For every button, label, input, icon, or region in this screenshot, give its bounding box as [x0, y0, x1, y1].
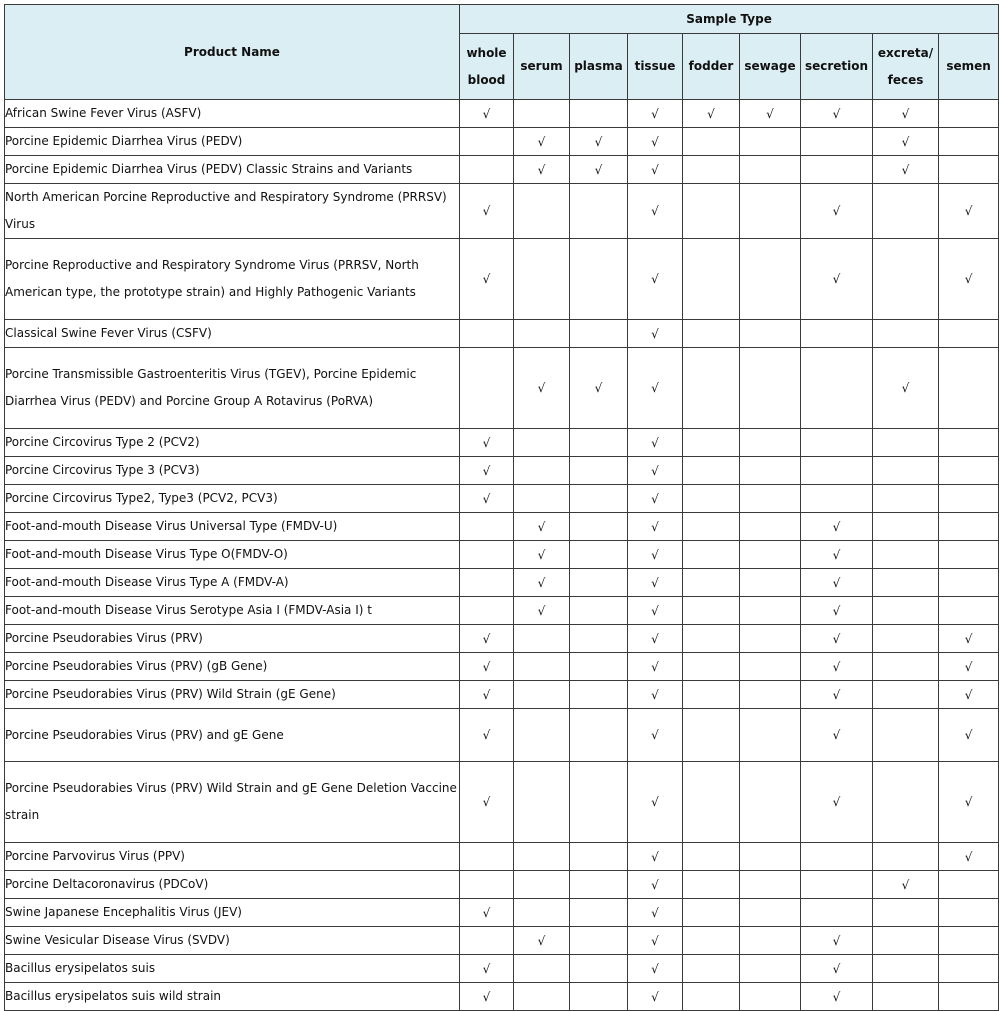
sample-type-cell — [683, 983, 740, 1011]
table-row — [5, 899, 999, 927]
sample-type-cell — [873, 184, 939, 239]
sample-type-cell: √ — [801, 625, 873, 653]
sample-type-cell — [683, 899, 740, 927]
sample-type-cell: √ — [628, 927, 683, 955]
sample-type-cell: √ — [460, 762, 514, 843]
column-header-excreta-feces: excreta/ feces — [873, 34, 939, 100]
table-row — [5, 320, 999, 348]
sample-type-cell: √ — [683, 100, 740, 128]
sample-type-cell — [801, 899, 873, 927]
sample-type-cell — [801, 348, 873, 429]
sample-type-cell — [873, 429, 939, 457]
sample-type-cell — [570, 513, 628, 541]
sample-type-cell — [740, 709, 801, 762]
sample-type-cell: √ — [628, 899, 683, 927]
table-row — [5, 625, 999, 653]
product-name-cell: Porcine Epidemic Diarrhea Virus (PEDV) Classic Strains and Variants — [5, 156, 460, 184]
sample-type-cell — [460, 513, 514, 541]
column-header-semen: semen — [939, 34, 999, 100]
sample-type-cell: √ — [740, 100, 801, 128]
sample-type-cell — [460, 541, 514, 569]
sample-type-cell — [939, 485, 999, 513]
sample-type-cell: √ — [628, 762, 683, 843]
sample-type-cell: √ — [801, 762, 873, 843]
sample-type-cell: √ — [873, 348, 939, 429]
sample-type-cell — [939, 100, 999, 128]
sample-type-cell: √ — [460, 100, 514, 128]
sample-type-cell — [873, 843, 939, 871]
sample-type-cell — [683, 457, 740, 485]
table-row — [5, 762, 999, 843]
sample-type-cell — [801, 485, 873, 513]
sample-type-cell — [873, 597, 939, 625]
sample-type-cell — [801, 457, 873, 485]
sample-type-cell — [740, 681, 801, 709]
sample-type-cell: √ — [939, 681, 999, 709]
sample-type-cell — [570, 457, 628, 485]
table-body — [5, 100, 999, 1011]
sample-type-cell — [514, 320, 570, 348]
product-name-cell: Porcine Pseudorabies Virus (PRV) and gE Gene — [5, 709, 460, 762]
sample-type-cell — [939, 513, 999, 541]
sample-type-cell: √ — [628, 569, 683, 597]
sample-type-cell: √ — [801, 983, 873, 1011]
sample-type-cell — [939, 955, 999, 983]
table-row — [5, 843, 999, 871]
sample-type-cell: √ — [628, 513, 683, 541]
sample-type-cell — [460, 156, 514, 184]
sample-type-cell: √ — [460, 239, 514, 320]
sample-type-cell — [740, 983, 801, 1011]
table-row — [5, 156, 999, 184]
sample-type-cell — [514, 762, 570, 843]
sample-type-cell: √ — [514, 927, 570, 955]
sample-type-cell — [570, 625, 628, 653]
sample-type-cell — [683, 429, 740, 457]
sample-type-cell — [683, 927, 740, 955]
sample-type-cell: √ — [873, 128, 939, 156]
sample-type-cell — [740, 128, 801, 156]
sample-type-cell — [570, 927, 628, 955]
sample-type-cell — [570, 899, 628, 927]
sample-type-cell — [740, 184, 801, 239]
sample-type-cell — [801, 871, 873, 899]
sample-type-cell: √ — [628, 485, 683, 513]
sample-type-cell — [801, 156, 873, 184]
product-name-cell: Porcine Deltacoronavirus (PDCoV) — [5, 871, 460, 899]
product-name-cell: Classical Swine Fever Virus (CSFV) — [5, 320, 460, 348]
sample-type-cell — [873, 653, 939, 681]
sample-type-cell — [683, 681, 740, 709]
product-name-cell: North American Porcine Reproductive and Respiratory Syndrome (PRRSV) Virus — [5, 184, 460, 239]
sample-type-cell — [939, 569, 999, 597]
sample-type-cell — [570, 653, 628, 681]
sample-type-cell — [514, 100, 570, 128]
product-name-cell: Bacillus erysipelatos suis — [5, 955, 460, 983]
sample-type-cell — [801, 429, 873, 457]
product-name-cell: Foot-and-mouth Disease Virus Type O(FMDV-O) — [5, 541, 460, 569]
table-row — [5, 513, 999, 541]
sample-type-cell: √ — [939, 184, 999, 239]
sample-type-cell: √ — [939, 843, 999, 871]
sample-type-cell — [740, 429, 801, 457]
sample-type-cell — [570, 485, 628, 513]
sample-type-cell — [683, 762, 740, 843]
sample-type-cell — [939, 320, 999, 348]
table-row — [5, 128, 999, 156]
sample-type-cell: √ — [628, 625, 683, 653]
sample-type-cell: √ — [939, 239, 999, 320]
sample-type-cell: √ — [628, 541, 683, 569]
sample-type-cell — [740, 899, 801, 927]
sample-type-cell — [683, 184, 740, 239]
sample-type-cell — [570, 597, 628, 625]
sample-type-cell — [683, 955, 740, 983]
sample-type-cell: √ — [628, 843, 683, 871]
sample-type-cell — [570, 239, 628, 320]
sample-type-cell: √ — [801, 681, 873, 709]
sample-type-cell — [740, 541, 801, 569]
sample-type-cell — [514, 239, 570, 320]
sample-type-cell — [514, 871, 570, 899]
sample-type-cell: √ — [460, 485, 514, 513]
sample-type-cell: √ — [460, 709, 514, 762]
sample-type-cell — [460, 348, 514, 429]
sample-type-cell — [514, 625, 570, 653]
sample-type-cell: √ — [801, 239, 873, 320]
product-name-cell: Porcine Pseudorabies Virus (PRV) — [5, 625, 460, 653]
sample-type-cell — [873, 320, 939, 348]
product-name-cell: Porcine Circovirus Type 2 (PCV2) — [5, 429, 460, 457]
product-name-cell: Bacillus erysipelatos suis wild strain — [5, 983, 460, 1011]
sample-type-cell — [514, 955, 570, 983]
sample-type-cell — [939, 899, 999, 927]
product-name-header: Product Name — [5, 5, 460, 100]
sample-type-cell — [873, 899, 939, 927]
product-name-cell: Foot-and-mouth Disease Virus Type A (FMDV-A) — [5, 569, 460, 597]
sample-type-cell — [740, 348, 801, 429]
product-name-cell: Foot-and-mouth Disease Virus Universal Type (FMDV-U) — [5, 513, 460, 541]
product-name-cell: Porcine Circovirus Type 3 (PCV3) — [5, 457, 460, 485]
sample-type-cell — [939, 156, 999, 184]
sample-type-cell — [514, 843, 570, 871]
sample-type-cell: √ — [514, 348, 570, 429]
column-header-tissue: tissue — [628, 34, 683, 100]
sample-type-cell — [873, 927, 939, 955]
sample-type-cell — [873, 485, 939, 513]
product-name-cell: Porcine Parvovirus Virus (PPV) — [5, 843, 460, 871]
sample-type-cell: √ — [514, 597, 570, 625]
sample-type-cell: √ — [628, 239, 683, 320]
sample-type-cell: √ — [939, 709, 999, 762]
table-row — [5, 541, 999, 569]
sample-type-cell — [740, 955, 801, 983]
sample-type-cell: √ — [514, 513, 570, 541]
table-row — [5, 681, 999, 709]
sample-type-cell — [740, 625, 801, 653]
product-name-cell: Porcine Epidemic Diarrhea Virus (PEDV) — [5, 128, 460, 156]
sample-type-cell — [683, 653, 740, 681]
table-row — [5, 983, 999, 1011]
sample-type-cell — [514, 899, 570, 927]
sample-type-cell — [939, 927, 999, 955]
table-row — [5, 239, 999, 320]
product-name-cell: Porcine Transmissible Gastroenteritis Virus (TGEV), Porcine Epidemic Diarrhea Virus (PEDV) and Porcine Group A Rotavirus (PoRVA) — [5, 348, 460, 429]
sample-type-cell — [570, 429, 628, 457]
sample-type-cell — [683, 128, 740, 156]
table-row — [5, 569, 999, 597]
sample-type-cell — [683, 597, 740, 625]
sample-type-cell: √ — [801, 513, 873, 541]
sample-type-cell: √ — [514, 569, 570, 597]
sample-type-cell — [460, 320, 514, 348]
sample-type-cell — [460, 128, 514, 156]
column-header-secretion: secretion — [801, 34, 873, 100]
sample-type-cell — [939, 429, 999, 457]
sample-type-cell — [683, 871, 740, 899]
sample-type-cell — [460, 597, 514, 625]
column-header-serum: serum — [514, 34, 570, 100]
sample-type-cell — [740, 597, 801, 625]
sample-type-cell — [939, 348, 999, 429]
sample-type-cell — [683, 156, 740, 184]
sample-type-cell — [873, 983, 939, 1011]
sample-type-cell — [570, 681, 628, 709]
sample-type-cell — [683, 513, 740, 541]
sample-type-cell: √ — [873, 156, 939, 184]
sample-type-cell — [683, 485, 740, 513]
sample-type-cell: √ — [460, 955, 514, 983]
sample-type-cell: √ — [628, 653, 683, 681]
sample-type-cell: √ — [873, 100, 939, 128]
product-name-cell: Porcine Reproductive and Respiratory Syndrome Virus (PRRSV, North American type, the prototype strain) and Highly Pathogenic Variants — [5, 239, 460, 320]
sample-type-cell — [460, 569, 514, 597]
sample-type-cell — [873, 681, 939, 709]
table-row — [5, 871, 999, 899]
sample-type-cell — [740, 653, 801, 681]
table-row — [5, 100, 999, 128]
sample-type-cell — [570, 320, 628, 348]
sample-type-cell — [570, 983, 628, 1011]
sample-type-cell — [873, 513, 939, 541]
sample-type-cell: √ — [628, 184, 683, 239]
sample-type-cell: √ — [628, 429, 683, 457]
sample-type-header: Sample Type — [460, 5, 999, 34]
sample-type-cell — [514, 653, 570, 681]
sample-type-cell: √ — [514, 541, 570, 569]
sample-type-cell — [740, 485, 801, 513]
table-row — [5, 457, 999, 485]
sample-type-cell: √ — [570, 348, 628, 429]
table-row — [5, 653, 999, 681]
sample-type-cell — [570, 762, 628, 843]
sample-type-cell — [683, 348, 740, 429]
column-header-whole-blood: whole blood — [460, 34, 514, 100]
sample-type-cell — [939, 871, 999, 899]
sample-type-cell — [801, 320, 873, 348]
product-name-cell: Porcine Pseudorabies Virus (PRV) (gB Gene) — [5, 653, 460, 681]
sample-type-cell — [939, 457, 999, 485]
sample-type-cell — [683, 320, 740, 348]
sample-type-cell — [873, 457, 939, 485]
sample-type-cell: √ — [801, 597, 873, 625]
sample-type-cell — [683, 239, 740, 320]
sample-type-cell: √ — [514, 128, 570, 156]
sample-type-cell: √ — [628, 100, 683, 128]
sample-type-cell — [740, 457, 801, 485]
sample-type-cell — [514, 485, 570, 513]
sample-type-cell: √ — [570, 156, 628, 184]
sample-type-cell — [873, 239, 939, 320]
sample-type-cell — [683, 625, 740, 653]
sample-type-cell — [570, 871, 628, 899]
product-name-cell: Porcine Circovirus Type2, Type3 (PCV2, PCV3) — [5, 485, 460, 513]
sample-type-cell — [570, 843, 628, 871]
column-header-sewage: sewage — [740, 34, 801, 100]
sample-type-cell: √ — [460, 184, 514, 239]
sample-type-cell — [740, 762, 801, 843]
sample-type-cell: √ — [460, 899, 514, 927]
sample-type-cell — [460, 843, 514, 871]
sample-type-cell: √ — [801, 709, 873, 762]
sample-type-cell: √ — [801, 541, 873, 569]
sample-type-cell — [873, 762, 939, 843]
product-name-cell: Swine Vesicular Disease Virus (SVDV) — [5, 927, 460, 955]
sample-type-cell: √ — [460, 983, 514, 1011]
sample-type-cell — [740, 239, 801, 320]
sample-type-cell — [570, 709, 628, 762]
sample-type-cell: √ — [801, 100, 873, 128]
table-row — [5, 348, 999, 429]
sample-type-cell: √ — [801, 184, 873, 239]
sample-type-cell — [683, 843, 740, 871]
table-row — [5, 927, 999, 955]
sample-type-cell — [873, 541, 939, 569]
sample-type-cell — [740, 927, 801, 955]
sample-type-cell: √ — [628, 156, 683, 184]
sample-type-cell: √ — [939, 762, 999, 843]
table-row — [5, 184, 999, 239]
sample-type-cell — [570, 184, 628, 239]
sample-type-cell — [939, 541, 999, 569]
sample-type-cell — [740, 871, 801, 899]
sample-type-cell — [514, 983, 570, 1011]
sample-type-cell — [460, 927, 514, 955]
sample-type-cell — [873, 955, 939, 983]
sample-type-cell: √ — [801, 927, 873, 955]
sample-type-cell — [740, 320, 801, 348]
sample-type-cell: √ — [628, 871, 683, 899]
sample-type-cell — [740, 513, 801, 541]
sample-type-cell — [514, 681, 570, 709]
sample-type-cell: √ — [460, 457, 514, 485]
sample-type-cell: √ — [801, 955, 873, 983]
sample-type-cell: √ — [628, 983, 683, 1011]
sample-type-cell — [514, 709, 570, 762]
table-row — [5, 429, 999, 457]
sample-type-cell — [939, 128, 999, 156]
sample-type-cell: √ — [460, 653, 514, 681]
sample-type-cell — [514, 184, 570, 239]
sample-type-cell — [740, 156, 801, 184]
sample-type-cell: √ — [514, 156, 570, 184]
sample-type-cell — [873, 625, 939, 653]
sample-type-cell: √ — [628, 597, 683, 625]
sample-type-cell: √ — [801, 653, 873, 681]
sample-type-cell: √ — [628, 348, 683, 429]
sample-type-cell: √ — [628, 457, 683, 485]
sample-type-cell: √ — [628, 320, 683, 348]
product-name-cell: African Swine Fever Virus (ASFV) — [5, 100, 460, 128]
sample-type-cell — [460, 871, 514, 899]
sample-type-cell — [514, 429, 570, 457]
sample-type-cell: √ — [570, 128, 628, 156]
table-row — [5, 955, 999, 983]
column-header-plasma: plasma — [570, 34, 628, 100]
sample-type-cell — [683, 541, 740, 569]
sample-type-cell — [740, 843, 801, 871]
sample-type-cell — [873, 709, 939, 762]
product-name-cell: Porcine Pseudorabies Virus (PRV) Wild Strain and gE Gene Deletion Vaccine strain — [5, 762, 460, 843]
sample-type-cell — [801, 128, 873, 156]
sample-type-cell — [570, 100, 628, 128]
sample-type-cell: √ — [460, 429, 514, 457]
sample-type-cell: √ — [460, 625, 514, 653]
product-name-cell: Foot-and-mouth Disease Virus Serotype Asia I (FMDV-Asia I) t — [5, 597, 460, 625]
sample-type-cell: √ — [628, 709, 683, 762]
table-row — [5, 709, 999, 762]
table-row — [5, 597, 999, 625]
sample-type-cell — [939, 983, 999, 1011]
sample-type-table — [4, 4, 999, 1011]
sample-type-cell: √ — [628, 128, 683, 156]
sample-type-cell — [570, 955, 628, 983]
sample-type-cell: √ — [628, 681, 683, 709]
sample-type-cell: √ — [939, 653, 999, 681]
sample-type-cell — [939, 597, 999, 625]
sample-type-cell — [873, 569, 939, 597]
sample-type-cell — [570, 541, 628, 569]
sample-type-cell: √ — [628, 955, 683, 983]
sample-type-cell — [570, 569, 628, 597]
product-name-cell: Porcine Pseudorabies Virus (PRV) Wild Strain (gE Gene) — [5, 681, 460, 709]
sample-type-cell — [801, 843, 873, 871]
sample-type-cell — [683, 569, 740, 597]
column-header-fodder: fodder — [683, 34, 740, 100]
sample-type-cell — [740, 569, 801, 597]
sample-type-cell: √ — [939, 625, 999, 653]
sample-type-cell — [514, 457, 570, 485]
sample-type-cell: √ — [873, 871, 939, 899]
sample-type-cell: √ — [801, 569, 873, 597]
sample-type-cell: √ — [460, 681, 514, 709]
table-row — [5, 485, 999, 513]
product-name-cell: Swine Japanese Encephalitis Virus (JEV) — [5, 899, 460, 927]
sample-type-cell — [683, 709, 740, 762]
